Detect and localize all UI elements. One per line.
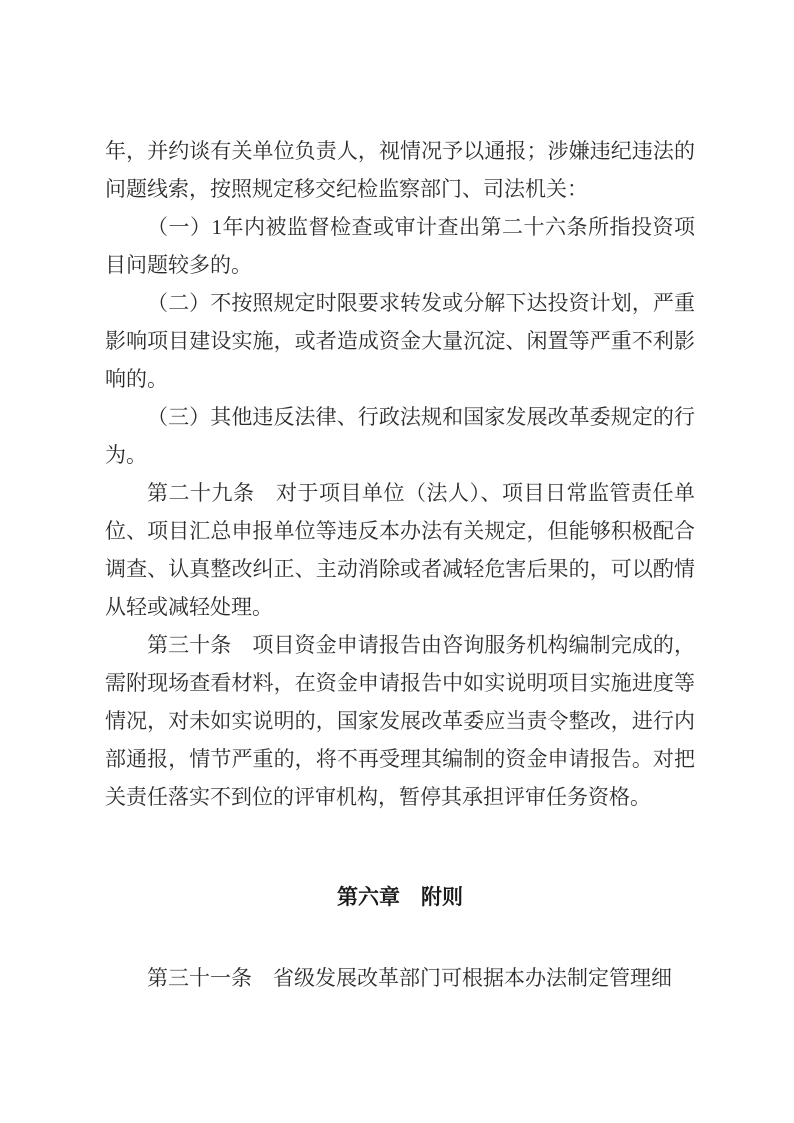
body-paragraph: 第二十九条 对于项目单位（法人）、项目日常监管责任单位、项目汇总申报单位等违反本办法有关规定，但能够积极配合调查、认真整改纠正、主动消除或者减轻危害后果的，可以酌情从轻或减轻处理。 — [105, 481, 695, 619]
body-paragraph: （三）其他违反法律、行政法规和国家发展改革委规定的行为。 — [105, 405, 695, 467]
chapter-heading: 第六章 附则 — [337, 886, 463, 909]
body-paragraph: 第三十条 项目资金申请报告由咨询服务机构编制完成的，需附现场查看材料，在资金申请报告中如实说明项目实施进度等情况，对未如实说明的，国家发展改革委应当责令整改，进行内部通报，情节严重的，将不再受理其编制的资金申请报告。对把关责任落实不到位的评审机构，暂停其承担评审任务资格。 — [105, 633, 695, 809]
document-body — [105, 132, 695, 997]
body-paragraph: （一）1年内被监督检查或审计查出第二十六条所指投资项目问题较多的。 — [105, 215, 695, 277]
body-paragraph: 年，并约谈有关单位负责人，视情况予以通报；涉嫌违纪违法的问题线索，按照规定移交纪检监察部门、司法机关： — [105, 139, 695, 201]
body-paragraph: 第三十一条 省级发展改革部门可根据本办法制定管理细 — [147, 966, 672, 990]
body-paragraph: （二）不按照规定时限要求转发或分解下达投资计划，严重影响项目建设实施，或者造成资金大量沉淀、闲置等严重不利影响的。 — [105, 291, 695, 391]
